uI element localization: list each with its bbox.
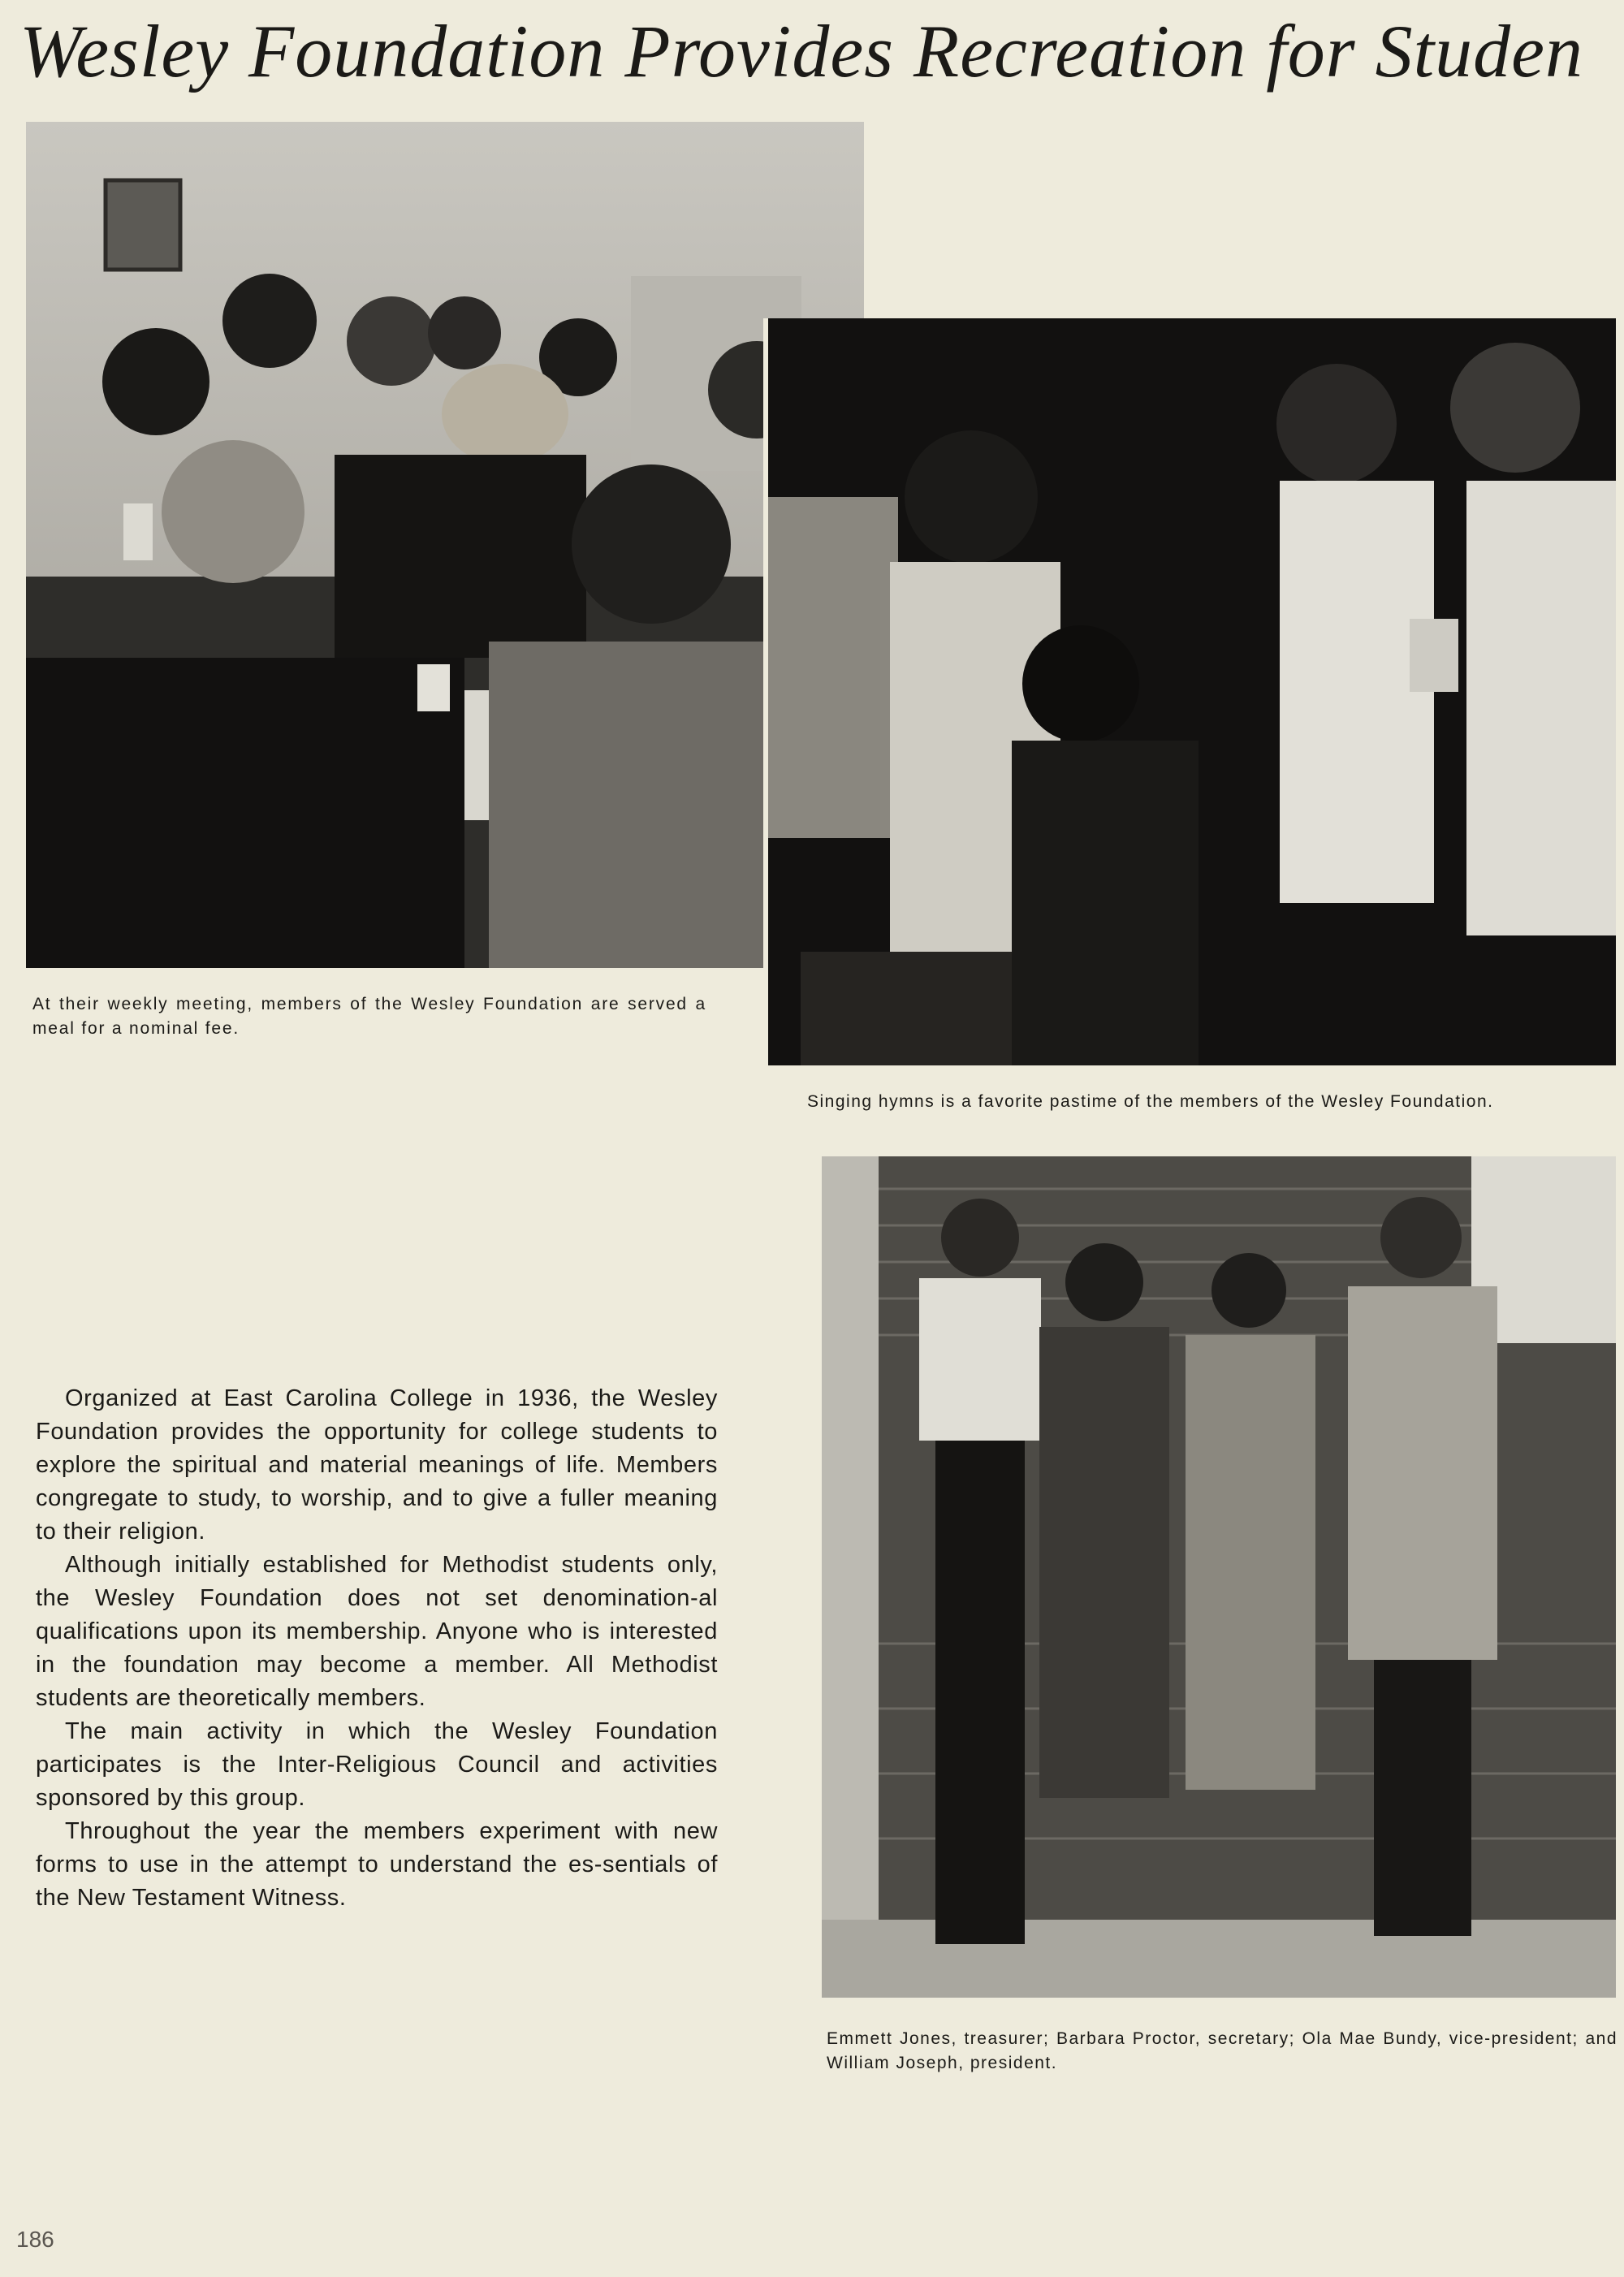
- hymns-photo: [768, 318, 1616, 1065]
- officers-photo: [822, 1156, 1616, 1998]
- officers-caption: Emmett Jones, treasurer; Barbara Proctor, secretary; Ola Mae Bundy, vice-president; and William Joseph, president.: [827, 2029, 1618, 2072]
- article-paragraph: Throughout the year the members experiment with new forms to use in the attempt to understand the es-sentials of the New Testament Witness.: [36, 1818, 718, 1911]
- article-paragraph: Although initially established for Methodist students only, the Wesley Foundation does not set denomination-al qualifications upon its membership. Anyone who is interested in the foundation may become a member. All Methodist students are theoretically members.: [36, 1552, 718, 1711]
- article-body: [36, 1382, 718, 1915]
- page-number: 186: [16, 2227, 54, 2252]
- article-paragraph: The main activity in which the Wesley Foundation participates is the Inter-Religious Council and activities sponsored by this group.: [36, 1718, 718, 1811]
- meal-caption: At their weekly meeting, members of the Wesley Foundation are served a meal for a nominal fee.: [32, 995, 706, 1038]
- meal-photo: [26, 122, 864, 968]
- page-title: Wesley Foundation Provides Recreation for Studen: [19, 10, 1583, 93]
- hymns-caption: Singing hymns is a favorite pastime of the members of the Wesley Foundation.: [807, 1092, 1494, 1111]
- article-paragraph: Organized at East Carolina College in 1936, the Wesley Foundation provides the opportunity for college students to explore the spiritual and material meanings of life. Members congregate to study, to worship, and to give a fuller meaning to their religion.: [36, 1385, 718, 1545]
